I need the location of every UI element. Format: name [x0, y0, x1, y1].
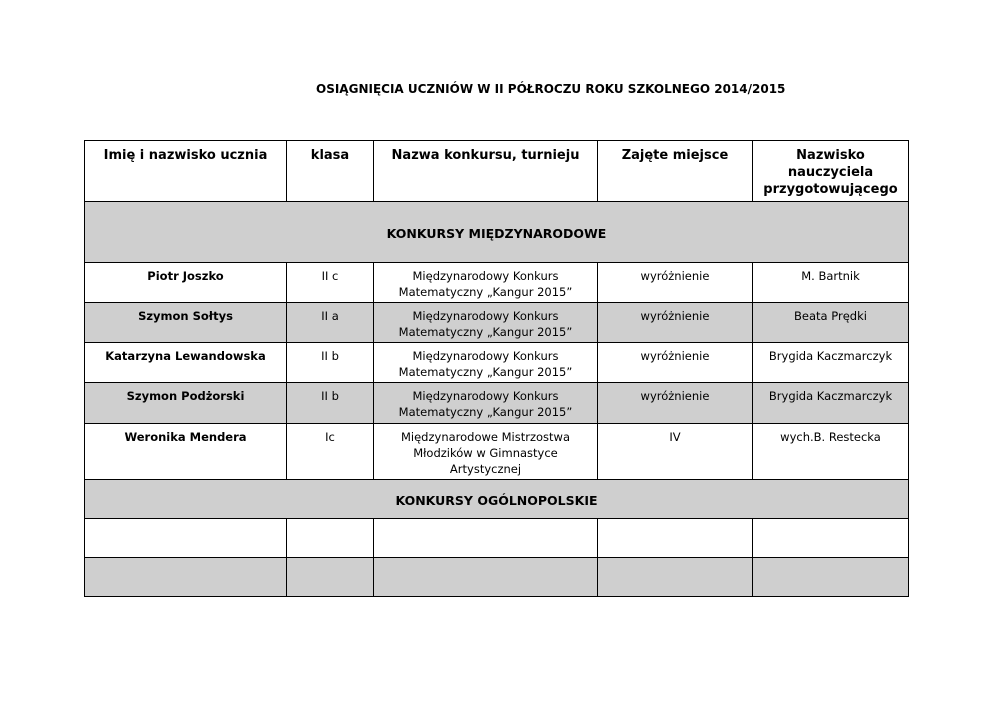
place: wyróżnienie — [598, 303, 753, 343]
teacher-name — [753, 558, 909, 597]
student-class: II b — [287, 343, 374, 383]
student-class — [287, 558, 374, 597]
student-name: Weronika Mendera — [85, 424, 287, 480]
section-label: KONKURSY OGÓLNOPOLSKIE — [85, 480, 909, 519]
place — [598, 558, 753, 597]
achievements-table — [84, 140, 909, 597]
table-row — [85, 343, 909, 383]
header-class: klasa — [287, 141, 374, 202]
student-class: Ic — [287, 424, 374, 480]
student-class — [287, 519, 374, 558]
section-label: KONKURSY MIĘDZYNARODOWE — [85, 202, 909, 263]
contest-name — [374, 519, 598, 558]
student-name: Szymon Sołtys — [85, 303, 287, 343]
teacher-name: Beata Prędki — [753, 303, 909, 343]
teacher-name — [753, 519, 909, 558]
place: IV — [598, 424, 753, 480]
place: wyróżnienie — [598, 383, 753, 424]
header-contest-name: Nazwa konkursu, turnieju — [374, 141, 598, 202]
teacher-name: Brygida Kaczmarczyk — [753, 343, 909, 383]
student-name — [85, 519, 287, 558]
student-class: II b — [287, 383, 374, 424]
contest-name: Międzynarodowy Konkurs Matematyczny „Kangur 2015” — [374, 303, 598, 343]
contest-name — [374, 558, 598, 597]
place: wyróżnienie — [598, 343, 753, 383]
teacher-name: wych.B. Restecka — [753, 424, 909, 480]
teacher-name: M. Bartnik — [753, 263, 909, 303]
contest-name: Międzynarodowy Konkurs Matematyczny „Kangur 2015” — [374, 263, 598, 303]
teacher-name: Brygida Kaczmarczyk — [753, 383, 909, 424]
student-class: II c — [287, 263, 374, 303]
section-row-national — [85, 480, 909, 519]
student-name: Katarzyna Lewandowska — [85, 343, 287, 383]
table-row — [85, 263, 909, 303]
section-row-international — [85, 202, 909, 263]
table-row — [85, 558, 909, 597]
student-name: Piotr Joszko — [85, 263, 287, 303]
contest-name: Międzynarodowy Konkurs Matematyczny „Kangur 2015” — [374, 343, 598, 383]
contest-name: Międzynarodowe Mistrzostwa Młodzików w Gimnastyce Artystycznej — [374, 424, 598, 480]
place: wyróżnienie — [598, 263, 753, 303]
table-row — [85, 303, 909, 343]
student-name — [85, 558, 287, 597]
header-student-name: Imię i nazwisko ucznia — [85, 141, 287, 202]
header-place: Zajęte miejsce — [598, 141, 753, 202]
place — [598, 519, 753, 558]
document-title: OSIĄGNIĘCIA UCZNIÓW W II PÓŁROCZU ROKU SZKOLNEGO 2014/2015 — [316, 82, 786, 96]
student-class: II a — [287, 303, 374, 343]
table-row — [85, 519, 909, 558]
table-row — [85, 383, 909, 424]
student-name: Szymon Podżorski — [85, 383, 287, 424]
contest-name: Międzynarodowy Konkurs Matematyczny „Kangur 2015” — [374, 383, 598, 424]
table-header-row — [85, 141, 909, 202]
table-row — [85, 424, 909, 480]
header-teacher: Nazwisko nauczyciela przygotowującego — [753, 141, 909, 202]
